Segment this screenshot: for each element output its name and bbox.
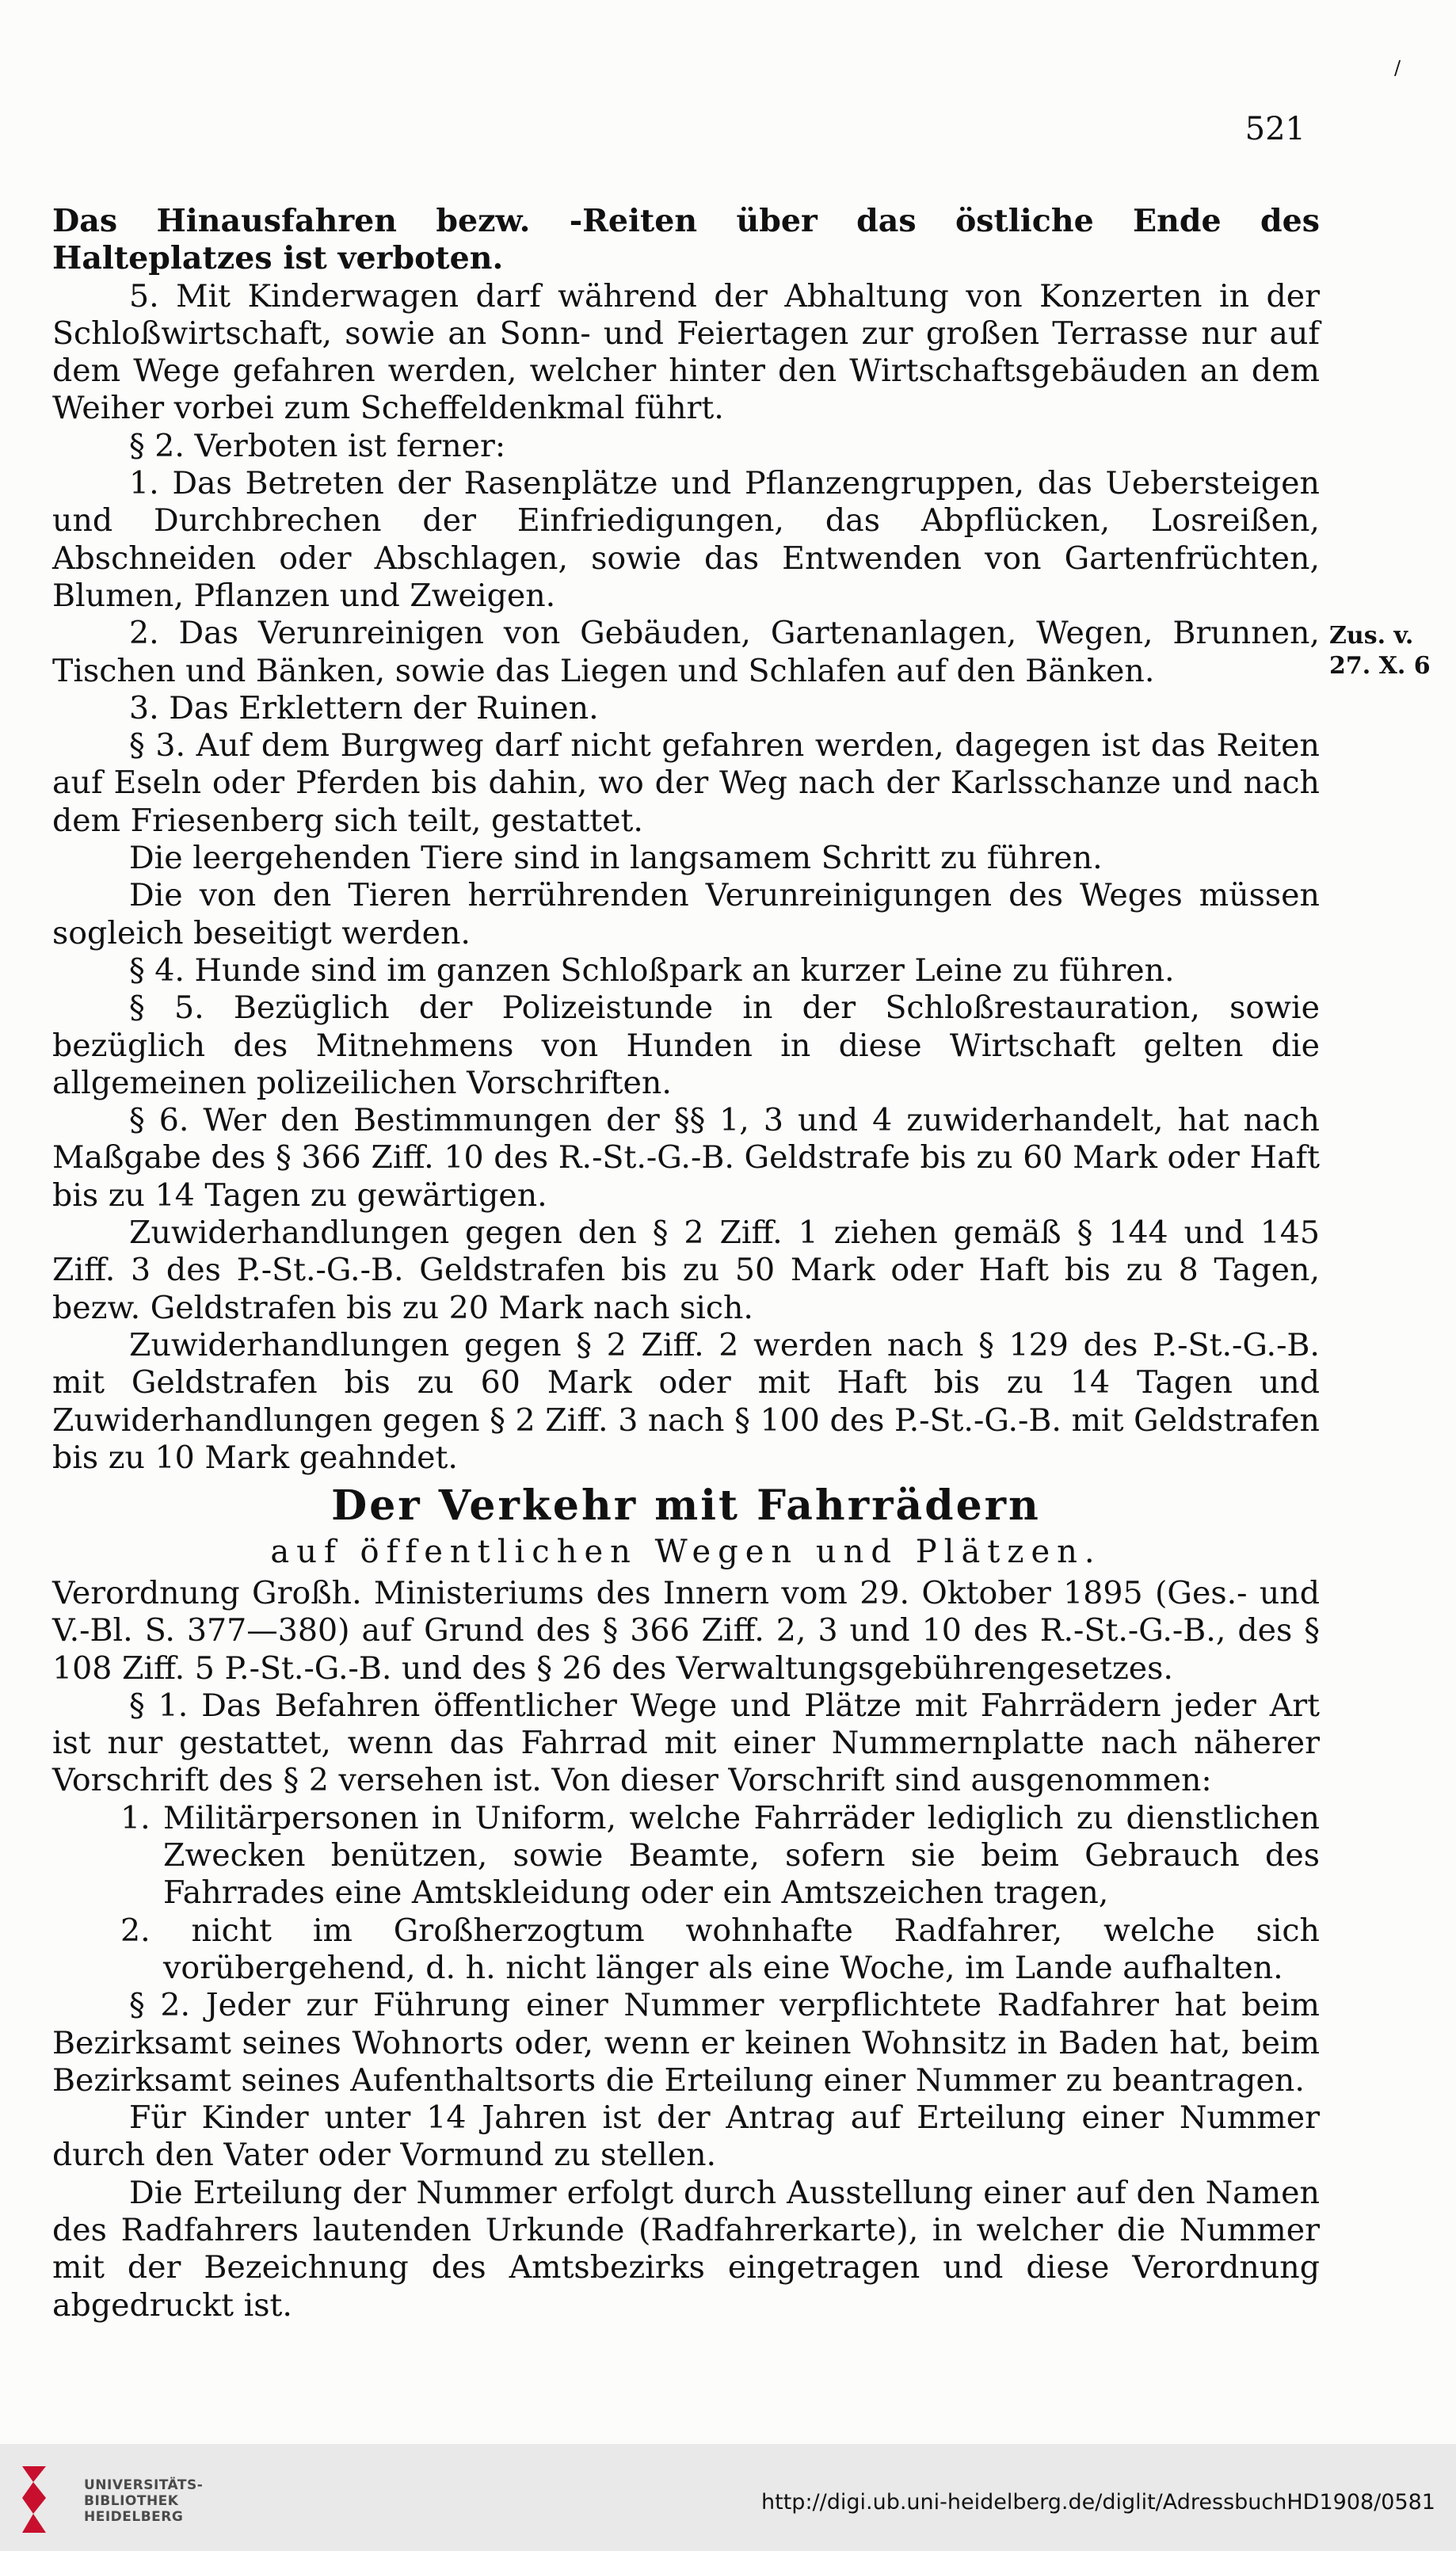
paragraph: Zuwiderhandlungen gegen den § 2 Ziff. 1 ziehen gemäß § 144 und 145 Ziff. 3 des P.-St.-G.-B. Geldstrafen bis zu 50 Mark oder Haft bis zu 8 Tagen, bezw. Geldstrafen bis zu 20 Mark nach sich.	[52, 1214, 1320, 1326]
paragraph: § 1. Das Befahren öffentlicher Wege und Plätze mit Fahrrädern jeder Art ist nur gestattet, wenn das Fahrrad mit einer Nummernplatte nach näherer Vorschrift des § 2 versehen ist. Von dieser Vorschrift sind ausgenommen:	[52, 1687, 1320, 1799]
paragraph: 3. Das Erklettern der Ruinen.	[129, 689, 599, 726]
body-section-2	[52, 1480, 1320, 2324]
paragraph: Verordnung Großh. Ministeriums des Innern vom 29. Oktober 1895 (Ges.- und V.-Bl. S. 377—380) auf Grund des § 366 Ziff. 2, 3 und 10 des R.-St.-G.-B., des § 108 Ziff. 5 P.-St.-G.-B. und des § 26 des Verwaltungsgebührengesetzes.	[52, 1575, 1320, 1687]
margin-mark: /	[1394, 57, 1401, 79]
paragraph: § 2. Jeder zur Führung einer Nummer verpflichtete Radfahrer hat beim Bezirksamt seines Wohnorts oder, wenn er keinen Wohnsitz in Baden hat, beim Bezirksamt seines Aufenthaltsorts die Erteilung einer Nummer zu beantragen.	[52, 1987, 1320, 2099]
side-note-line: 27. X. 6	[1329, 652, 1431, 680]
logo-line: UNIVERSITÄTS-	[84, 2477, 204, 2493]
paragraph: 2. Das Verunreinigen von Gebäuden, Gartenanlagen, Wegen, Brunnen, Tischen und Bänken, sowie das Liegen und Schlafen auf den Bänken.	[52, 615, 1320, 689]
logo-line: HEIDELBERG	[84, 2509, 184, 2525]
paragraph: Die Erteilung der Nummer erfolgt durch Ausstellung einer auf den Namen des Radfahrers lautenden Urkunde (Radfahrerkarte), in welcher die Nummer mit der Bezeichnung des Amtsbezirks eingetragen und diese Verordnung abgedruckt ist.	[52, 2174, 1320, 2324]
paragraph: § 3. Auf dem Burgweg darf nicht gefahren werden, dagegen ist das Reiten auf Eseln oder Pferden bis dahin, wo der Weg nach der Karlsschanze und nach dem Friesenberg sich teilt, gestattet.	[52, 727, 1320, 839]
permalink-url[interactable]: http://digi.ub.uni-heidelberg.de/diglit/AdressbuchHD1908/0581	[761, 2490, 1435, 2515]
paragraph: 1. Das Betreten der Rasenplätze und Pflanzengruppen, das Uebersteigen und Durchbrechen der Einfriedigungen, das Abpflücken, Losreißen, Abschneiden oder Abschlagen, sowie das Entwenden von Gartenfrüchten, Blumen, Pflanzen und Zweigen.	[52, 465, 1320, 614]
library-logo-text	[84, 2477, 203, 2525]
side-note	[1329, 621, 1431, 681]
paragraph: Das Hinausfahren bezw. -Reiten über das östliche Ende des Halteplatzes ist verboten.	[52, 203, 1320, 277]
logo-line: BIBLIOTHEK	[84, 2493, 179, 2509]
paragraph: § 2. Verboten ist ferner:	[129, 427, 506, 464]
section-subtitle: auf öffentlichen Wegen und Plätzen.	[270, 1534, 1102, 1570]
paragraph: Zuwiderhandlungen gegen § 2 Ziff. 2 werden nach § 129 des P.-St.-G.-B. mit Geldstrafen bis zu 60 Mark oder mit Haft bis zu 14 Tagen und Zuwiderhandlungen gegen § 2 Ziff. 3 nach § 100 des P.-St.-G.-B. mit Geldstrafen bis zu 10 Mark geahndet.	[52, 1326, 1320, 1476]
list-item: 2. nicht im Großherzogtum wohnhafte Radfahrer, welche sich vorübergehend, d. h. nicht länger als eine Woche, im Lande aufhalten.	[120, 1912, 1320, 1986]
viewer-footer	[0, 2444, 1456, 2551]
paragraph: Für Kinder unter 14 Jahren ist der Antrag auf Erteilung einer Nummer durch den Vater oder Vormund zu stellen.	[52, 2099, 1320, 2174]
list-item: 1. Militärpersonen in Uniform, welche Fahrräder lediglich zu dienstlichen Zwecken benützen, sowie Beamte, sofern sie beim Gebrauch des Fahrrades eine Amtskleidung oder ein Amtszeichen tragen,	[120, 1799, 1320, 1912]
body-section-1	[52, 203, 1320, 1477]
paragraph: § 4. Hunde sind im ganzen Schloßpark an kurzer Leine zu führen.	[129, 951, 1175, 989]
paragraph: Die von den Tieren herrührenden Verunreinigungen des Weges müssen sogleich beseitigt werden.	[52, 877, 1320, 951]
section-title: Der Verkehr mit Fahrrädern	[331, 1481, 1041, 1530]
paragraph: § 6. Wer den Bestimmungen der §§ 1, 3 und 4 zuwiderhandelt, hat nach Maßgabe des § 366 Ziff. 10 des R.-St.-G.-B. Geldstrafe bis zu 60 Mark oder Haft bis zu 14 Tagen zu gewärtigen.	[52, 1102, 1320, 1214]
paragraph: 5. Mit Kinderwagen darf während der Abhaltung von Konzerten in der Schloßwirtschaft, sowie an Sonn- und Feiertagen zur großen Terrasse nur auf dem Wege gefahren werden, welcher hinter den Wirtschaftsgebäuden an dem Weiher vorbei zum Scheffeldenkmal führt.	[52, 277, 1320, 427]
page-number: 521	[1244, 111, 1305, 147]
side-note-line: Zus. v.	[1329, 622, 1414, 650]
library-logo-icon	[17, 2460, 51, 2539]
paragraph: Die leergehenden Tiere sind in langsamem Schritt zu führen.	[129, 840, 1103, 877]
paragraph: § 5. Bezüglich der Polizeistunde in der Schloßrestauration, sowie bezüglich des Mitnehmens von Hunden in diese Wirtschaft gelten die allgemeinen polizeilichen Vorschriften.	[52, 990, 1320, 1101]
